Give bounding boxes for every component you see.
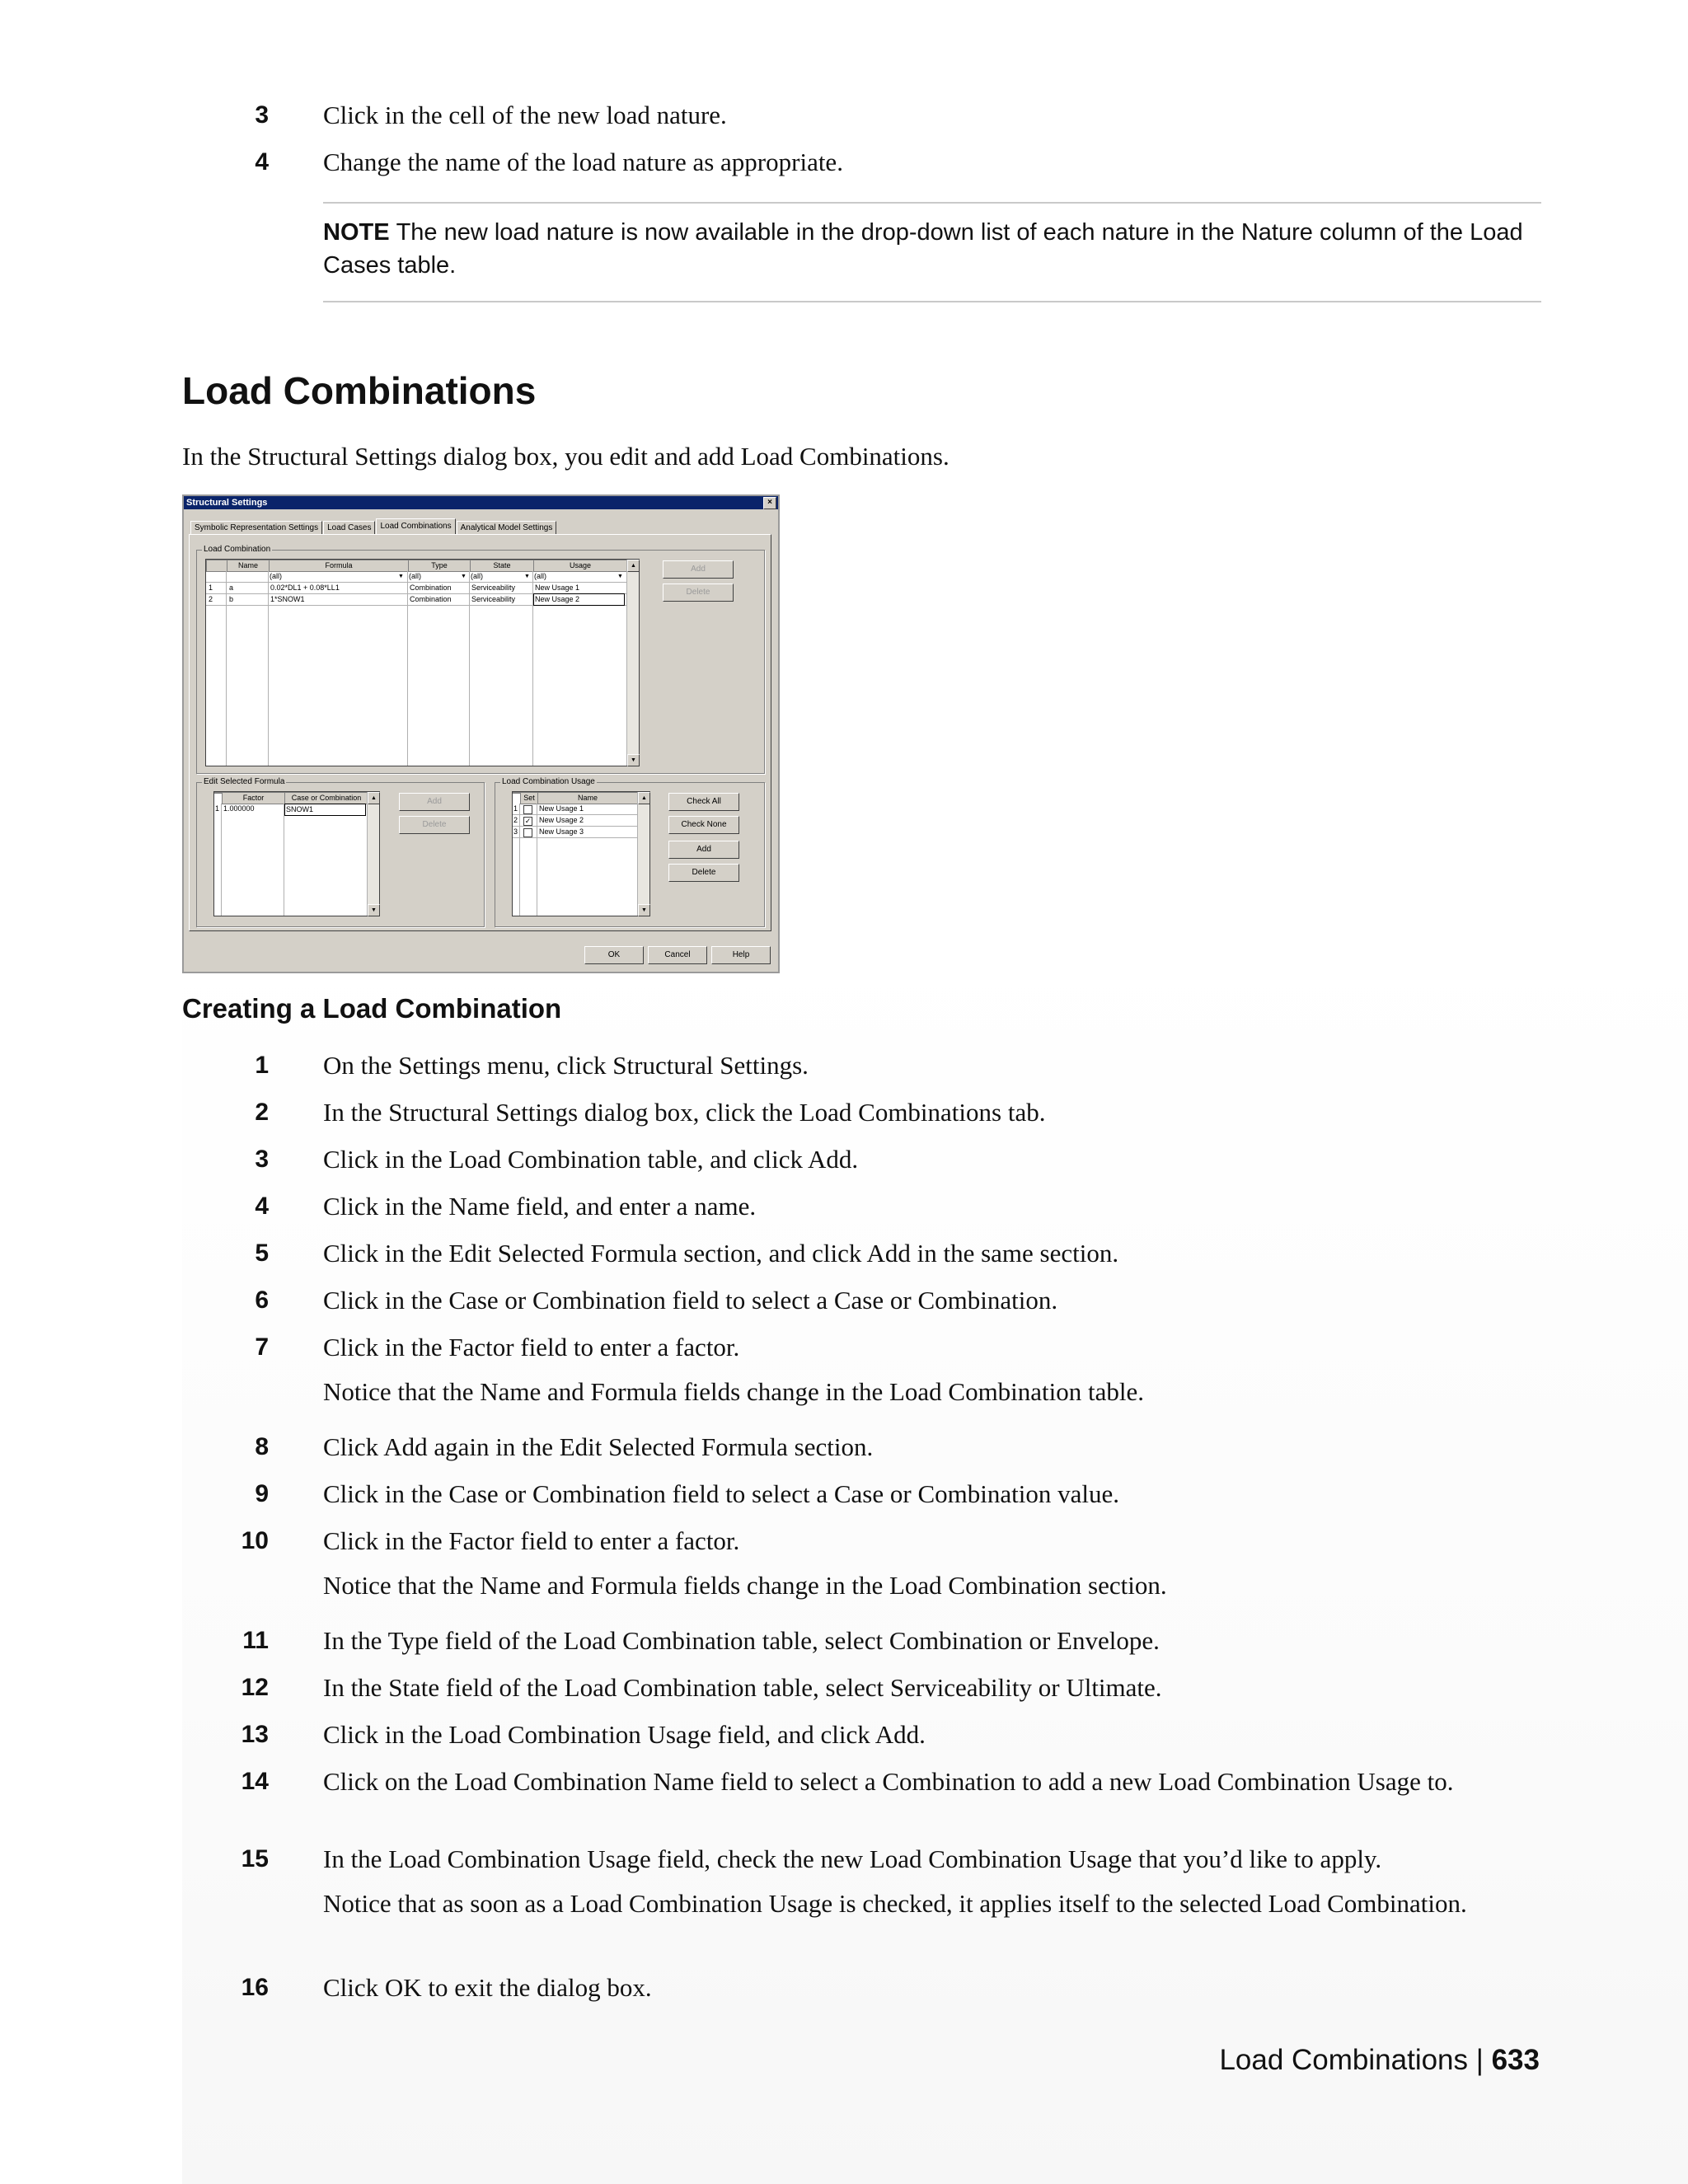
row-index: 2 xyxy=(209,595,213,603)
list-item xyxy=(241,1526,1541,1556)
check-all-button[interactable]: Check All xyxy=(668,793,739,811)
notice-text: Notice that the Name and Formula fields change in the Load Combination section. xyxy=(323,1571,1167,1600)
list-item xyxy=(255,1285,1541,1315)
step-text: Change the name of the load nature as appropriate. xyxy=(323,148,843,176)
table-cell-formula[interactable]: 0.02*DL1 + 0.08*LL1 xyxy=(270,583,340,592)
tab-bar xyxy=(190,521,557,534)
column-header[interactable]: Name xyxy=(227,560,270,572)
step-number: 11 xyxy=(242,1627,269,1654)
step-number: 5 xyxy=(255,1240,269,1267)
step-text: Click in the cell of the new load nature. xyxy=(323,101,727,129)
group-label: Edit Selected Formula xyxy=(204,777,285,786)
close-icon[interactable]: × xyxy=(763,497,776,509)
usage-table[interactable] xyxy=(512,791,650,916)
tab-analytical-model[interactable]: Analytical Model Settings xyxy=(457,521,557,534)
step-number: 8 xyxy=(255,1433,269,1460)
step-text: Click in the Factor field to enter a factor. xyxy=(323,1333,740,1361)
grid-line xyxy=(513,837,637,838)
page-footer xyxy=(1219,2044,1540,2077)
list-item xyxy=(241,1972,1541,2003)
scrollbar[interactable] xyxy=(626,560,639,766)
scroll-up-icon[interactable]: ▲ xyxy=(638,792,650,804)
footer-section: Load Combinations xyxy=(1219,2044,1469,2076)
section-intro: In the Structural Settings dialog box, you edit and add Load Combinations. xyxy=(182,442,950,471)
scroll-down-icon[interactable]: ▼ xyxy=(368,904,380,916)
step-number: 12 xyxy=(241,1674,269,1701)
structural-settings-dialog xyxy=(182,494,780,973)
chevron-down-icon[interactable]: ▼ xyxy=(398,574,404,579)
scroll-down-icon[interactable]: ▼ xyxy=(627,754,640,766)
grid-line xyxy=(469,571,470,766)
group-label: Load Combination Usage xyxy=(502,777,595,786)
list-item xyxy=(242,1625,1541,1656)
table-cell-usage[interactable]: New Usage 2 xyxy=(533,593,625,606)
step-text: In the Structural Settings dialog box, click the Load Combinations tab. xyxy=(323,1098,1046,1127)
ef-delete-button[interactable]: Delete xyxy=(399,816,470,834)
usage-name[interactable]: New Usage 1 xyxy=(539,804,584,813)
scroll-up-icon[interactable]: ▲ xyxy=(627,560,640,572)
list-item xyxy=(241,1672,1541,1703)
grid-line xyxy=(221,804,222,916)
table-cell-type[interactable]: Combination xyxy=(410,583,452,592)
step-text: Click in the Load Combination Usage field, and click Add. xyxy=(323,1720,926,1749)
step-number: 15 xyxy=(241,1845,269,1872)
notice-text: Notice that the Name and Formula fields change in the Load Combination table. xyxy=(323,1377,1145,1406)
step-text: On the Settings menu, click Structural Settings. xyxy=(323,1051,809,1080)
list-item xyxy=(255,1479,1541,1509)
step-text: Click on the Load Combination Name field to select a Combination to add a new Load Combination Usage to. xyxy=(323,1767,1454,1796)
list-item xyxy=(255,1191,1541,1221)
usage-checkbox-checked[interactable]: ✓ xyxy=(524,817,532,825)
step-number: 3 xyxy=(255,1146,269,1173)
table-cell-formula[interactable]: 1*SNOW1 xyxy=(270,595,305,603)
scroll-up-icon[interactable]: ▲ xyxy=(368,792,380,804)
step-number: 2 xyxy=(255,1099,269,1126)
step-text: Click in the Name field, and enter a name. xyxy=(323,1192,757,1221)
step-number: 7 xyxy=(255,1333,269,1361)
usage-name[interactable]: New Usage 2 xyxy=(539,816,584,824)
step-number: 6 xyxy=(255,1286,269,1314)
usage-add-button[interactable]: Add xyxy=(668,841,739,859)
step-text: In the State field of the Load Combination table, select Serviceability or Ultimate. xyxy=(323,1673,1162,1702)
chevron-down-icon[interactable]: ▼ xyxy=(617,574,623,579)
note-box xyxy=(323,216,1541,282)
corner-header xyxy=(206,560,227,572)
usage-checkbox[interactable] xyxy=(523,828,532,837)
footer-separator: | xyxy=(1475,2044,1484,2076)
step-number: 13 xyxy=(241,1721,269,1748)
help-button[interactable]: Help xyxy=(711,946,771,964)
lc-delete-button[interactable]: Delete xyxy=(663,583,734,602)
table-cell-state[interactable]: Serviceability xyxy=(471,595,516,603)
tab-load-cases[interactable]: Load Cases xyxy=(323,521,375,534)
step-number: 14 xyxy=(241,1768,269,1795)
load-combination-table[interactable] xyxy=(205,559,640,766)
list-item xyxy=(255,100,1541,130)
load-combination-group xyxy=(196,545,765,774)
step-text: Click in the Load Combination table, and click Add. xyxy=(323,1145,859,1174)
table-cell-name[interactable]: a xyxy=(229,583,234,592)
row-index: 1 xyxy=(209,583,213,592)
column-header[interactable]: Type xyxy=(408,560,471,572)
filter-select[interactable]: (all) xyxy=(534,572,546,580)
filter-select[interactable]: (all) xyxy=(409,572,421,580)
step-number: 4 xyxy=(255,148,269,176)
row-index: 1 xyxy=(215,804,220,813)
column-header[interactable]: Set xyxy=(520,792,538,804)
list-item xyxy=(255,1050,1541,1080)
scrollbar[interactable] xyxy=(637,792,649,916)
table-cell-name[interactable]: b xyxy=(229,595,234,603)
notice-text: Notice that as soon as a Load Combination Usage is checked, it applies itself to the selected Load Combination. xyxy=(323,1889,1467,1918)
grid-line xyxy=(519,804,520,916)
step-number: 1 xyxy=(255,1052,269,1079)
step-number: 9 xyxy=(255,1480,269,1507)
filter-select[interactable]: (all) xyxy=(270,572,282,580)
grid-line xyxy=(407,571,408,766)
page-number: 633 xyxy=(1491,2044,1540,2076)
filter-select[interactable]: (all) xyxy=(471,572,483,580)
grid-line xyxy=(226,571,227,766)
list-item xyxy=(255,147,1541,177)
list-item xyxy=(241,1719,1541,1750)
lc-add-button[interactable]: Add xyxy=(663,560,734,579)
tab-symbolic-representation[interactable]: Symbolic Representation Settings xyxy=(190,521,322,534)
list-item xyxy=(255,1144,1541,1174)
dialog-title: Structural Settings xyxy=(186,498,268,508)
table-cell-type[interactable]: Combination xyxy=(410,595,452,603)
list-item xyxy=(241,1844,1541,1874)
subsection-title: Creating a Load Combination xyxy=(182,993,562,1024)
cancel-button[interactable]: Cancel xyxy=(648,946,707,964)
step-text: Click Add again in the Edit Selected Formula section. xyxy=(323,1432,874,1461)
note-label: NOTE xyxy=(323,219,390,246)
factor-cell[interactable]: 1.000000 xyxy=(223,804,255,813)
tab-load-combinations[interactable]: Load Combinations xyxy=(376,518,455,534)
row-index: 2 xyxy=(513,816,518,824)
section-title: Load Combinations xyxy=(182,369,537,412)
check-none-button[interactable]: Check None xyxy=(668,816,739,834)
table-cell-state[interactable]: Serviceability xyxy=(471,583,516,592)
column-header[interactable]: Usage xyxy=(533,560,627,572)
step-text: In the Load Combination Usage field, check the new Load Combination Usage that you’d like to apply. xyxy=(323,1844,1382,1873)
step-number: 16 xyxy=(241,1974,269,2001)
step-number: 4 xyxy=(255,1193,269,1220)
chevron-down-icon[interactable]: ▼ xyxy=(461,574,467,579)
ok-button[interactable]: OK xyxy=(584,946,644,964)
step-text: In the Type field of the Load Combination table, select Combination or Envelope. xyxy=(323,1626,1160,1655)
list-item xyxy=(255,1097,1541,1127)
step-text: Click in the Case or Combination field to select a Case or Combination. xyxy=(323,1286,1058,1315)
usage-checkbox[interactable] xyxy=(523,805,532,814)
step-text: Click in the Edit Selected Formula section, and click Add in the same section. xyxy=(323,1239,1119,1268)
usage-name[interactable]: New Usage 3 xyxy=(539,827,584,836)
formula-table[interactable] xyxy=(213,791,380,916)
usage-delete-button[interactable]: Delete xyxy=(668,864,739,882)
tab-panel xyxy=(189,534,771,931)
column-header[interactable]: Case or Combination xyxy=(284,792,368,804)
step-number: 3 xyxy=(255,101,269,129)
divider xyxy=(323,202,1541,204)
step-text: Click OK to exit the dialog box. xyxy=(323,1973,652,2002)
list-item xyxy=(255,1432,1541,1462)
column-header[interactable]: Factor xyxy=(222,792,285,804)
dialog-titlebar xyxy=(184,496,778,509)
ef-add-button[interactable]: Add xyxy=(399,793,470,811)
grid-line xyxy=(268,571,269,766)
column-header[interactable]: Name xyxy=(537,792,638,804)
step-text: Click in the Case or Combination field to select a Case or Combination value. xyxy=(323,1479,1119,1508)
list-item xyxy=(241,1766,1541,1797)
step-number: 10 xyxy=(241,1527,269,1554)
group-label: Load Combination xyxy=(204,545,271,554)
step-text: Click in the Factor field to enter a factor. xyxy=(323,1526,740,1555)
note-text: The new load nature is now available in the drop-down list of each nature in the Nature column of the Load Cases table. xyxy=(323,219,1523,279)
table-cell-usage[interactable]: New Usage 1 xyxy=(535,583,580,592)
row-index: 3 xyxy=(513,827,518,836)
column-header[interactable]: Formula xyxy=(269,560,409,572)
list-item xyxy=(255,1332,1541,1362)
usage-group xyxy=(495,777,765,927)
scroll-down-icon[interactable]: ▼ xyxy=(638,904,650,916)
row-index: 1 xyxy=(513,804,518,813)
edit-formula-group xyxy=(196,777,485,927)
column-header[interactable]: State xyxy=(470,560,534,572)
case-cell[interactable]: SNOW1 xyxy=(284,804,366,816)
scrollbar[interactable] xyxy=(367,792,379,916)
divider xyxy=(323,301,1541,302)
chevron-down-icon[interactable]: ▼ xyxy=(524,574,530,579)
list-item xyxy=(255,1238,1541,1268)
